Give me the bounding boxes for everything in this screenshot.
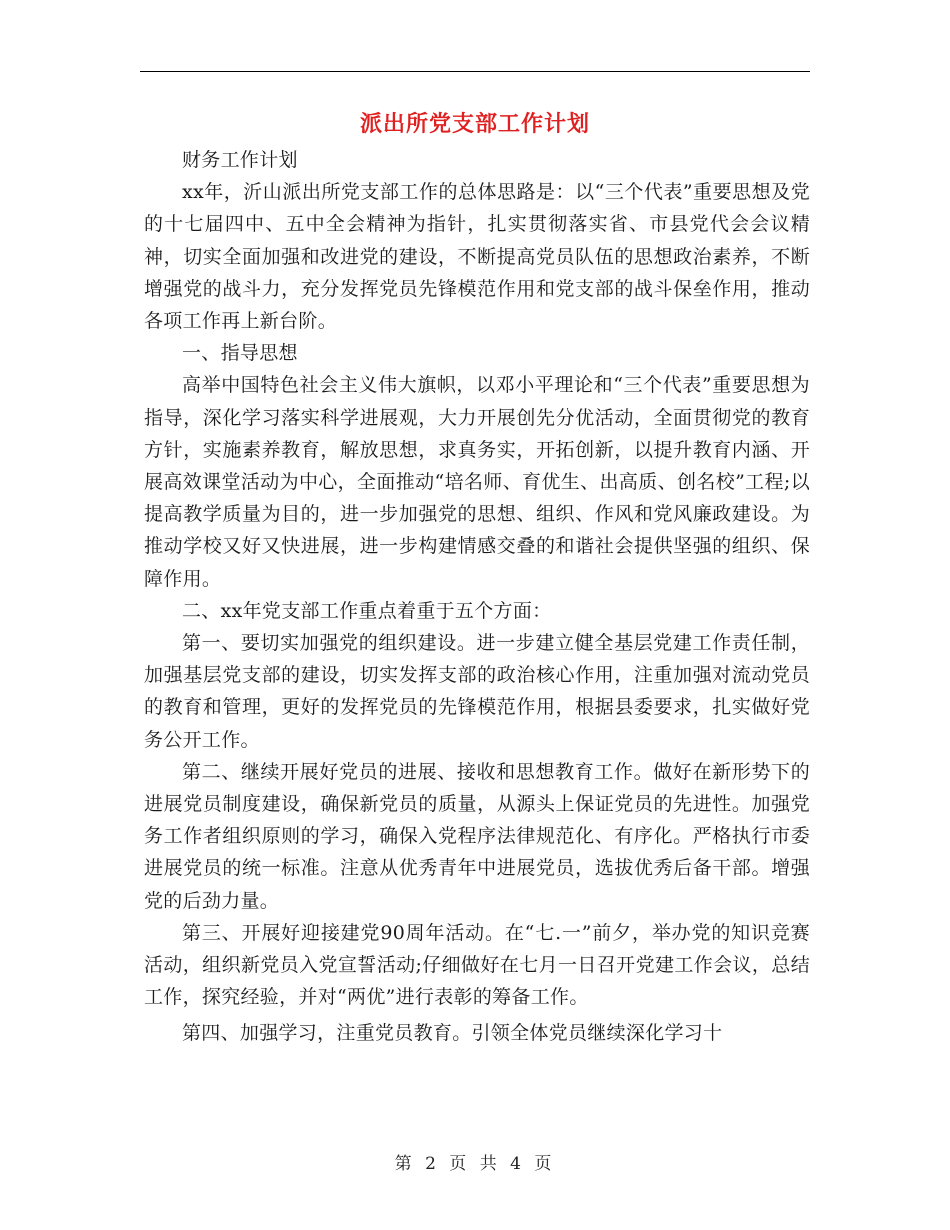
page-number-footer: 第 2 页 共 4 页 bbox=[394, 1154, 556, 1174]
paragraph-heading-guiding-thought: 一、指导思想 bbox=[182, 342, 298, 365]
paragraph-guiding-thought: 高举中国特色社会主义伟大旗帜，以邓小平理论和“三个代表”重要思想为指导，深化学习落实科学进展观，大力开展创先分优活动，全面贯彻党的教育方针，实施素养教育，解放思想，求真务实，开拓创新，以提升教育内涵、开展高效课堂活动为中心，全面推动“培名师、育优生、出高质、创名校”工程;以提高教学质量为目的，进一步加强党的思想、组织、作风和党风廉政建设。为推动学校又好又快进展，进一步构建情感交叠的和谐社会提供坚强的组织、保障作用。 bbox=[144, 374, 810, 590]
header-rule bbox=[140, 71, 810, 72]
paragraph-point-one: 第一、要切实加强党的组织建设。进一步建立健全基层党建工作责任制，加强基层党支部的建设，切实发挥支部的政治核心作用，注重加强对流动党员的教育和管理，更好的发挥党员的先锋模范作用，根据县委要求，扎实做好党务公开工作。 bbox=[144, 632, 810, 751]
paragraph-point-four: 第四、加强学习，注重党员教育。引领全体党员继续深化学习十 bbox=[182, 1022, 723, 1045]
paragraph-point-three: 第三、开展好迎接建党90周年活动。在“七.一”前夕，举办党的知识竞赛活动，组织新党员入党宣誓活动;仔细做好在七月一日召开党建工作会议，总结工作，探究经验，并对“两优”进行表彰的筹备工作。 bbox=[144, 921, 810, 1009]
paragraph-heading-key-work: 二、xx年党支部工作重点着重于五个方面： bbox=[182, 599, 552, 622]
document-title: 派出所党支部工作计划 bbox=[359, 111, 590, 137]
paragraph-subtitle: 财务工作计划 bbox=[182, 149, 298, 171]
paragraph-overview: xx年，沂山派出所党支部工作的总体思路是：以“三个代表”重要思想及党的十七届四中、五中全会精神为指针，扎实贯彻落实省、市县党代会会议精神，切实全面加强和改进党的建设，不断提高党员队伍的思想政治素养，不断增强党的战斗力，充分发挥党员先锋模范作用和党支部的战斗保垒作用，推动各项工作再上新台阶。 bbox=[144, 181, 810, 333]
document-body bbox=[144, 144, 810, 1050]
paragraph-point-two: 第二、继续开展好党员的进展、接收和思想教育工作。做好在新形势下的进展党员制度建设，确保新党员的质量，从源头上保证党员的先进性。加强党务工作者组织原则的学习，确保入党程序法律规范化、有序化。严格执行市委进展党员的统一标准。注意从优秀青年中进展党员，选拔优秀后备干部。增强党的后劲力量。 bbox=[144, 760, 810, 912]
